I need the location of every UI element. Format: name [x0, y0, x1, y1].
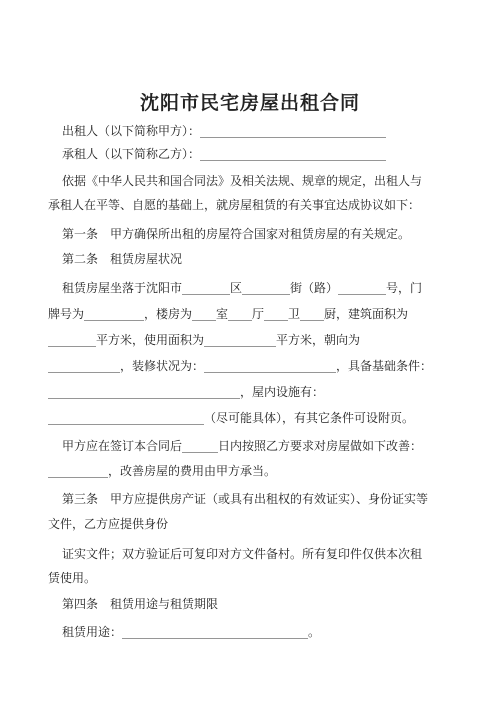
article-2-line-1: 租赁房屋坐落于沈阳市________区________街（路）________号，门 — [62, 281, 423, 295]
article-2-line-3: ________平方米，使用面积为____________平方米，朝向为 — [48, 333, 361, 347]
article-4-heading: 第四条 租赁用途与租赁期限 — [62, 597, 219, 611]
article-3-line-1: 第三条 甲方应提供房产证（或具有出租权的有效证实）、身份证实等 — [62, 492, 429, 506]
article-2-line-4: ____________，装修状况为：______________________，具备基础条件： — [48, 359, 433, 373]
improvement-line-2: __________，改善房屋的费用由甲方承当。 — [48, 464, 277, 478]
preamble-line-2: 承租人在平等、自愿的基础上，就房屋租赁的有关事宜达成协议如下： — [48, 198, 421, 212]
preamble-line-1: 依据《中华人民共和国合同法》及相关法规、规章的规定，出租人与 — [62, 174, 423, 188]
improvement-line-1: 甲方应在签订本合同后______日内按照乙方要求对房屋做如下改善： — [62, 439, 423, 453]
article-3-line-4: 赁使用。 — [48, 571, 97, 585]
article-2-line-2: 牌号为__________，楼房为____室____厅____卫____厨，建筑面积为 — [48, 307, 409, 321]
article-2-line-6: __________________________（尽可能具体），有其它条件可设附页。 — [48, 411, 415, 425]
contract-title: 沈阳市民宅房屋出租合同 — [139, 92, 360, 114]
article-3-line-3: 证实文件；双方验证后可复印对方文件备村。所有复印件仅供本次租 — [62, 547, 423, 561]
article-3-line-2: 文件，乙方应提供身份 — [48, 517, 169, 531]
lessor-line: 出租人（以下简称甲方）：_______________________________ — [62, 124, 387, 138]
article-2-heading: 第二条 租赁房屋状况 — [62, 252, 183, 266]
lessee-line: 承租人（以下简称乙方）：_______________________________ — [62, 147, 387, 161]
article-1: 第一条 甲方确保所出租的房屋符合国家对租赁房屋的有关规定。 — [62, 227, 411, 241]
article-2-line-5: ________________________________，屋内设施有： — [48, 385, 325, 399]
rental-purpose-line: 租赁用途：_______________________________。 — [62, 625, 321, 639]
